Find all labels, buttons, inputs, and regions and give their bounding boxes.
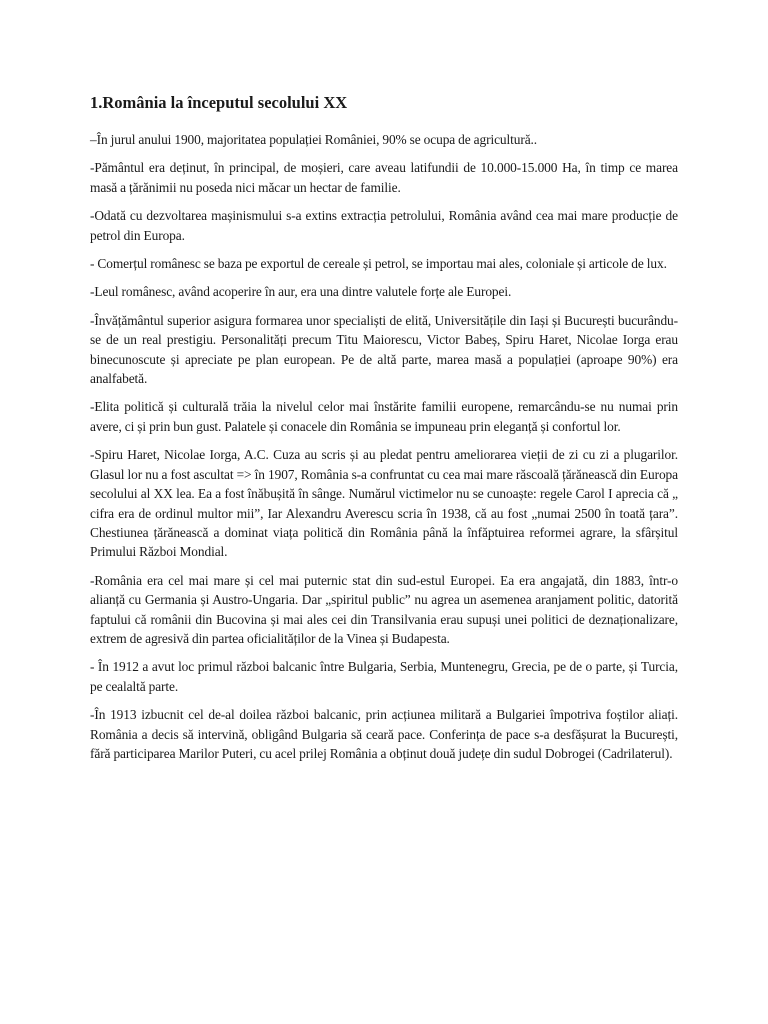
paragraph-peasant-revolt: -Spiru Haret, Nicolae Iorga, A.C. Cuza au scris și au pledat pentru ameliorarea vieții de zi cu zi a plugarilor. Glasul lor nu a fost ascultat => în 1907, România s-a confruntat cu cea mai mare răscoală țărănească din Europa secolului al XX lea. Ea a fost înăbușită în sânge. Numărul victimelor nu se cunoaște: regele Carol I aprecia că „ cifra era de ordinul multor mii”, Iar Alexandru Averescu scria în 1938, că au fost „numai 2500 în toată țara”. Chestiunea țărănească a dominat viața politică din România până la înfăptuirea reformei agrare, la sfârșitul Primului Război Mondial.	[90, 447, 678, 560]
paragraph-second-balkan-war: -În 1913 izbucnit cel de-al doilea război balcanic, prin acțiunea militară a Bulgariei împotriva foștilor aliați. România a decis să intervină, obligând Bulgaria să ceară pace. Conferința de pace s-a desfășurat la București, fără participarea Marilor Puteri, cu acel prilej România a obținut două județe din sudul Dobrogei (Cadrilaterul).	[90, 707, 678, 761]
paragraph-currency: -Leul românesc, având acoperire în aur, era una dintre valutele forțe ale Europei.	[90, 284, 512, 300]
paragraph-trade: - Comerțul românesc se baza pe exportul de cereale și petrol, se importau mai ales, coloniale și articole de lux.	[90, 256, 667, 272]
document-body	[90, 92, 678, 772]
paragraph-elite: -Elita politică și culturală trăia la nivelul celor mai înstărite familii europene, remarcându-se nu numai prin avere, ci și prin bun gust. Palatele și conacele din România se impuneau prin eleganță și confortul lor.	[90, 399, 678, 434]
paragraph-petroleum: -Odată cu dezvoltarea mașinismului s-a extins extracția petrolului, România având cea mai mare producție de petrol din Europa.	[90, 208, 678, 243]
document-title: 1.România la începutul secolului XX	[90, 93, 348, 112]
paragraph-land-ownership: -Pământul era deținut, în principal, de moșieri, care aveau latifundii de 10.000-15.000 Ha, în timp ce marea masă a țărănimii nu poseda nici măcar un hectar de familie.	[90, 160, 678, 195]
paragraph-agriculture: –În jurul anului 1900, majoritatea populației României, 90% se ocupa de agricultură..	[90, 132, 538, 147]
paragraph-first-balkan-war: - În 1912 a avut loc primul război balcanic între Bulgaria, Serbia, Muntenegru, Grecia, pe de o parte, și Turcia, pe cealaltă parte.	[90, 659, 678, 694]
paragraph-alliance: -România era cel mai mare și cel mai puternic stat din sud-estul Europei. Ea era angajată, din 1883, într-o alianță cu Germania și Austro-Ungaria. Dar „spiritul public” nu agrea un asemenea aranjament politic, datorită faptului că românii din Bucovina și mai ales cei din Transilvania erau supuși unei politici de deznaționalizare, extrem de agresivă din partea oficialităților de la Vinea și Budapesta.	[90, 572, 678, 646]
paragraph-education: -Învățământul superior asigura formarea unor specialiști de elită, Universitățile din Iași și București bucurându-se de un real prestigiu. Personalități precum Titu Maiorescu, Victor Babeș, Spiru Haret, Nicolae Iorga erau binecunoscute și apreciate pe plan european. Pe de altă parte, marea masă a populației (aproape 90%) era analfabetă.	[90, 312, 678, 387]
